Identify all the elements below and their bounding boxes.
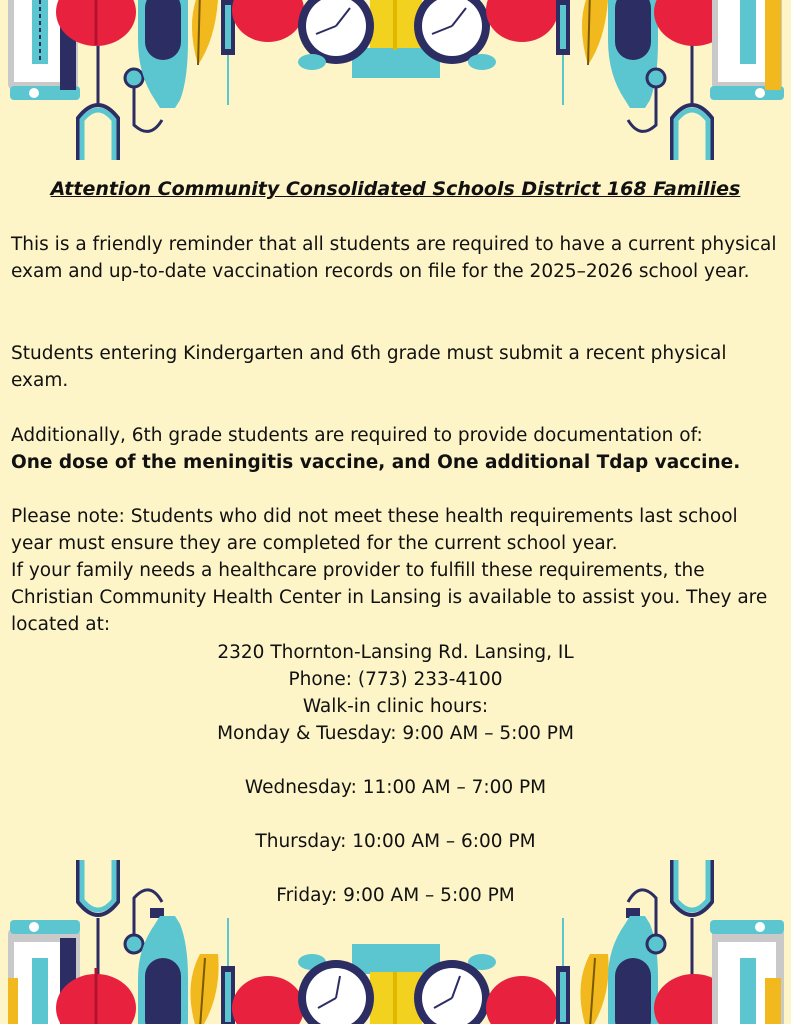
- syringe-icon: [556, 918, 570, 1024]
- bottom-medical-border: [0, 858, 791, 1024]
- clipboard-icon: [710, 0, 784, 100]
- hours-friday: Friday: 9:00 AM – 5:00 PM: [276, 885, 515, 906]
- vaccine-requirements: One dose of the meningitis vaccine, and One additional Tdap vaccine.: [11, 452, 741, 473]
- note-paragraph: Please note: Students who did not meet these health requirements last school year must ensure they are completed for the current school year.: [11, 506, 738, 555]
- syringe-icon: [556, 0, 570, 105]
- apple-icon: [486, 0, 558, 42]
- leaf-icon: [190, 954, 218, 1024]
- leaf-icon: [582, 0, 608, 65]
- clinic-address: 2320 Thornton-Lansing Rd. Lansing, IL: [217, 642, 574, 663]
- hours-thursday: Thursday: 10:00 AM – 6:00 PM: [255, 831, 536, 852]
- apple-icon: [486, 976, 558, 1024]
- additional-paragraph: Additionally, 6th grade students are required to provide documentation of:: [11, 425, 703, 446]
- hours-monday-tuesday: Monday & Tuesday: 9:00 AM – 5:00 PM: [217, 723, 574, 744]
- bottle-icon: [608, 0, 658, 108]
- bottle-icon: [608, 908, 658, 1024]
- clinic-hours-label: Walk-in clinic hours:: [302, 696, 489, 717]
- bottle-icon: [138, 908, 188, 1024]
- apple-icon: [232, 0, 304, 42]
- clipboard-icon: [710, 920, 784, 1024]
- leaf-icon: [192, 0, 218, 65]
- leaf-icon: [580, 954, 608, 1024]
- bottle-icon: [138, 0, 188, 108]
- reminder-paragraph: This is a friendly reminder that all students are required to have a current physical exam and up-to-date vaccination records on file for the 2025–2026 school year.: [11, 234, 777, 283]
- provider-paragraph: If your family needs a healthcare provider to fulfill these requirements, the Christian Community Health Center in Lansing is available to assist you. They are located at:: [11, 560, 768, 636]
- hours-wednesday: Wednesday: 11:00 AM – 7:00 PM: [244, 777, 547, 798]
- apple-icon: [232, 976, 304, 1024]
- top-medical-border: [0, 0, 791, 165]
- notice-title: Attention Community Consolidated Schools District 168 Families: [50, 178, 741, 200]
- kindergarten-paragraph: Students entering Kindergarten and 6th grade must submit a recent physical exam.: [11, 343, 727, 392]
- clinic-phone: Phone: (773) 233-4100: [288, 669, 503, 690]
